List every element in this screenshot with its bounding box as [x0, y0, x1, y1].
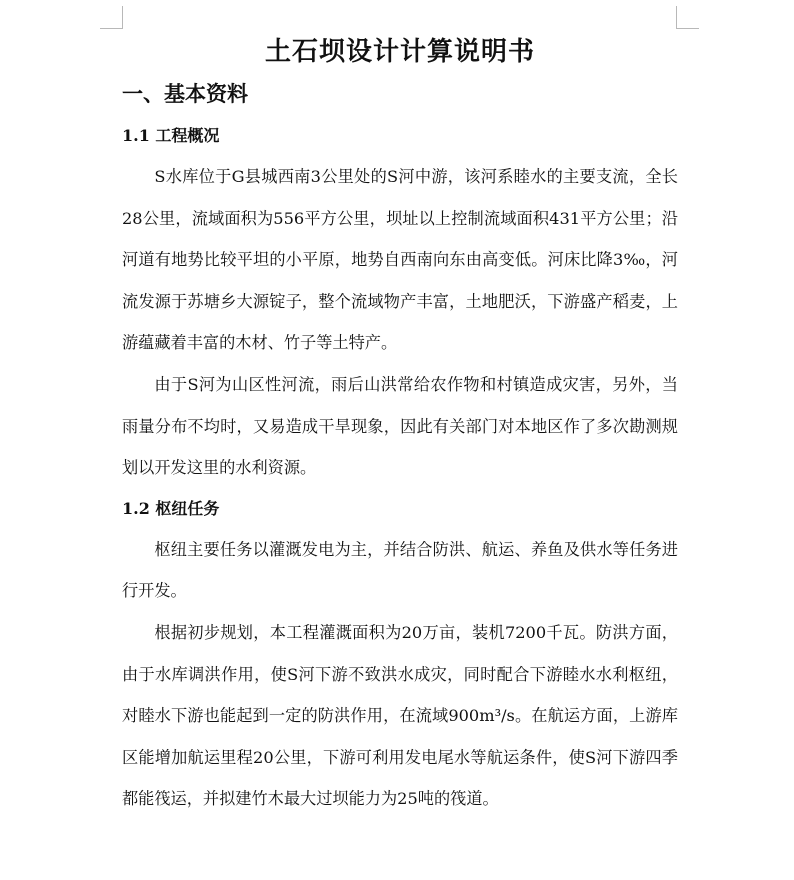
document-page [122, 28, 678, 820]
chapter-heading-basic-data: 一、基本资料 [122, 81, 248, 106]
paragraph-hub-tasks-1: 枢纽主要任务以灌溉发电为主，并结合防洪、航运、养鱼及供水等任务进行开发。 [122, 539, 678, 601]
page-corner-mark-top-right [676, 6, 699, 29]
section-heading-hub-tasks: 1.2 枢纽任务 [122, 498, 220, 518]
paragraph-hub-tasks-2: 根据初步规划，本工程灌溉面积为20万亩，装机7200千瓦。防洪方面，由于水库调洪作用，使S河下游不致洪水成灾，同时配合下游睦水水利枢纽，对睦水下游也能起到一定的防洪作用，在流域900m³/s。在航运方面，上游库区能增加航运里程20公里，下游可利用发电尾水等航运条件，使S河下游四季都能筏运，并拟建竹木最大过坝能力为25吨的筏道。 [122, 622, 678, 809]
document-title: 土石坝设计计算说明书 [264, 37, 535, 67]
page-corner-mark-top-left [100, 6, 123, 29]
paragraph-project-overview-1: S水库位于G县城西南3公里处的S河中游，该河系睦水的主要支流，全长28公里，流域面积为556平方公里，坝址以上控制流域面积431平方公里；沿河道有地势比较平坦的小平原，地势自西南向东由高变低。河床比降3‰，河流发源于苏塘乡大源锭子，整个流域物产丰富，土地肥沃，下游盛产稻麦，上游蕴藏着丰富的木材、竹子等土特产。 [122, 167, 678, 353]
paragraph-project-overview-2: 由于S河为山区性河流，雨后山洪常给农作物和村镇造成灾害，另外，当雨量分布不均时，又易造成干旱现象，因此有关部门对本地区作了多次勘测规划以开发这里的水利资源。 [122, 374, 678, 478]
section-heading-project-overview: 1.1 工程概况 [122, 126, 220, 145]
